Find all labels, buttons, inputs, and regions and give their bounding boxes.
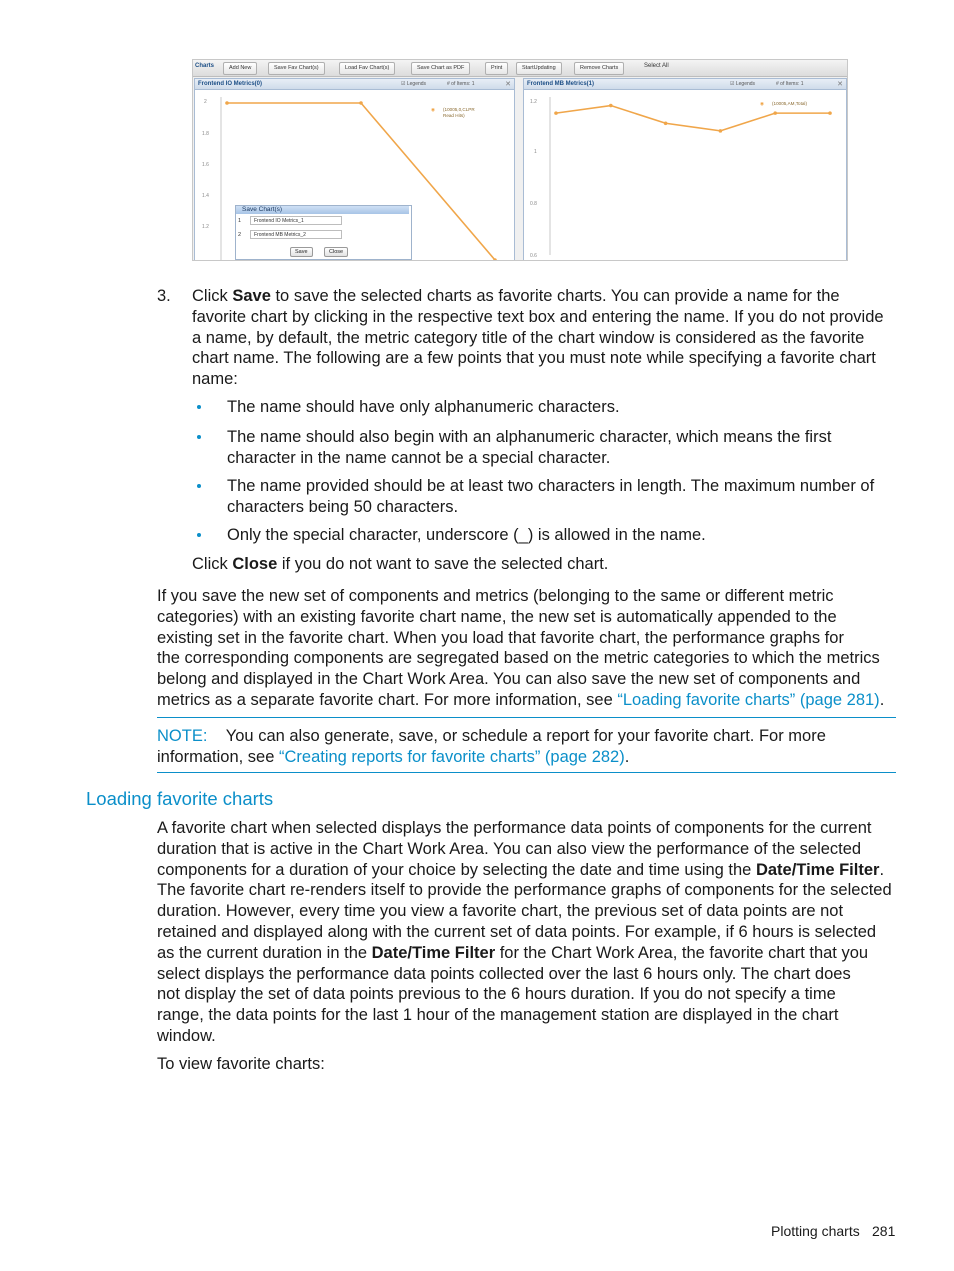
data-point xyxy=(773,111,777,115)
charts-toolbar xyxy=(193,60,847,77)
data-point xyxy=(664,121,668,125)
note-top-rule xyxy=(157,717,896,718)
close-icon[interactable]: ✕ xyxy=(505,81,511,88)
page-number: 281 xyxy=(872,1223,896,1239)
items-count: # of Items: 1 xyxy=(776,81,804,87)
legend-entry-line2: Read Hits) xyxy=(443,113,465,118)
remove-charts-button[interactable]: Remove Charts xyxy=(574,62,624,75)
paragraph: If you save the new set of components and metrics (belonging to the same or different metric categories) with an existing favorite chart name, the new set is automatically appended to the existing set in the favorite chart. When you load that favorite chart, the performance graphs for the corresponding components are segregated based on the metric categories to which the metrics belong and displayed in the Chart Work Area. You can also save the new set of components and metrics as a separate favorite chart. For more information, see “Loading favorite charts” (page 281). xyxy=(157,587,885,709)
bullet-icon xyxy=(197,533,201,537)
step3-text xyxy=(192,286,902,390)
bullet-icon xyxy=(197,435,201,439)
chart-panel-frontend-mb xyxy=(523,78,847,261)
favorite-name-input-1[interactable]: Frontend IO Metrics_1 xyxy=(250,216,342,225)
save-charts-dialog xyxy=(235,205,412,260)
start-updating-button[interactable]: StartUpdating xyxy=(516,62,562,75)
y-tick: 1.6 xyxy=(202,162,209,168)
panel-title: Frontend IO Metrics(0) xyxy=(198,81,263,87)
note-bottom-rule xyxy=(157,772,896,773)
legend-marker-icon: ◉ xyxy=(760,101,765,106)
bullet-item: The name should have only alphanumeric characters. xyxy=(227,398,620,416)
legends-checkbox-icon[interactable]: ☑ Legends xyxy=(730,81,756,87)
data-point xyxy=(828,111,832,115)
text-line: favorite chart by clicking in the respective text box and entering the name. If you do not provide xyxy=(192,307,884,326)
panel-title: Frontend MB Metrics(1) xyxy=(527,81,595,87)
save-fav-charts-button[interactable]: Save Fav Chart(s) xyxy=(268,62,325,75)
text-line: name: xyxy=(192,370,238,389)
legend-marker-icon: ◉ xyxy=(431,107,436,112)
add-new-button[interactable]: Add New xyxy=(223,62,257,75)
bullet-icon xyxy=(197,484,201,488)
items-count: # of Items: 1 xyxy=(447,81,475,87)
loading-favorite-charts-link[interactable]: “Loading favorite charts” (page 281) xyxy=(617,690,880,709)
dialog-title: Save Chart(s) xyxy=(236,206,409,214)
close-instruction: Click Close if you do not want to save the selected chart. xyxy=(192,555,609,573)
legend-entry-line1: (10005,AM,Total) xyxy=(772,101,807,106)
to-view-line: To view favorite charts: xyxy=(157,1055,325,1073)
close-icon[interactable]: ✕ xyxy=(837,81,843,88)
y-tick: 1.2 xyxy=(202,224,209,230)
bullet-item: The name should also begin with an alphanumeric character, which means the first character in the name cannot be a special character. xyxy=(227,428,832,467)
toolbar-label: Charts xyxy=(195,63,215,69)
bullet-item: Only the special character, underscore (_) is allowed in the name. xyxy=(227,526,706,544)
text-line: Click Save to save the selected charts as favorite charts. You can provide a name for the xyxy=(192,287,840,305)
text-line: a name, by default, the metric category title of the chart window is considered as the favorite xyxy=(192,328,865,347)
data-point xyxy=(719,129,723,133)
paragraph: A favorite chart when selected displays the performance data points of components for the current duration that is active in the Chart Work Area. You can also view the performance of the selected components for a duration of your choice by selecting the date and time using the Date/Time Filter. The favorite chart re-renders itself to provide the performance graphs of components for the selected duration. However, every time you view a favorite chart, the previous set of data points are not retained and displayed along with the current set of data points. For example, if 6 hours is selected as the current duration in the Date/Time Filter for the Chart Work Area, the favorite chart that you select displays the performance data points collected over the last 6 hours only. The chart does not display the set of data points previous to the 6 hours duration. If you do not specify a time range, the data points for the last 1 hour of the management station are displayed in the chart window. xyxy=(157,819,892,1045)
select-all-link[interactable]: Select All xyxy=(644,63,669,69)
text-line: chart name. The following are a few points that you must note while specifying a favorite chart xyxy=(192,349,876,368)
favorite-name-input-2[interactable]: Frontend MB Metrics_2 xyxy=(250,230,342,239)
chart-panel-frontend-io xyxy=(194,78,515,261)
y-tick: 2 xyxy=(204,99,207,105)
data-point xyxy=(359,101,363,105)
data-point xyxy=(609,104,613,108)
legends-checkbox-icon[interactable]: ☑ Legends xyxy=(401,81,427,87)
note-label: NOTE: xyxy=(157,727,208,745)
section-heading: Loading favorite charts xyxy=(86,788,274,809)
load-fav-charts-button[interactable]: Load Fav Chart(s) xyxy=(339,62,395,75)
chart-screenshot xyxy=(192,59,848,261)
y-tick: 0.6 xyxy=(530,253,537,259)
data-point xyxy=(225,101,229,105)
print-button[interactable]: Print xyxy=(485,62,508,75)
data-point xyxy=(554,111,558,115)
series-line xyxy=(556,106,830,131)
y-tick: 1.4 xyxy=(202,193,209,199)
legend-entry-line1: (10005,0,CLPR xyxy=(443,107,475,112)
step-number: 3. xyxy=(157,287,171,305)
footer-section: Plotting charts xyxy=(771,1223,860,1239)
y-tick: 0.8 xyxy=(530,201,537,207)
bullet-item: The name provided should be at least two characters in length. The maximum number of characters being 50 characters. xyxy=(227,477,875,516)
dialog-save-button[interactable]: Save xyxy=(290,247,313,257)
save-chart-pdf-button[interactable]: Save Chart as PDF xyxy=(411,62,470,75)
y-tick: 1.2 xyxy=(530,99,537,105)
dialog-row-number: 2 xyxy=(238,232,242,238)
dialog-row-number: 1 xyxy=(238,218,242,224)
y-tick: 1 xyxy=(534,149,537,155)
note-box: NOTE: You can also generate, save, or schedule a report for your favorite chart. For more information, see “Creating reports for favorite charts” (page 282). xyxy=(157,727,826,766)
y-tick: 1.8 xyxy=(202,131,209,137)
dialog-close-button[interactable]: Close xyxy=(324,247,348,257)
bullet-icon xyxy=(197,405,201,409)
creating-reports-link[interactable]: “Creating reports for favorite charts” (page 282) xyxy=(278,747,625,766)
